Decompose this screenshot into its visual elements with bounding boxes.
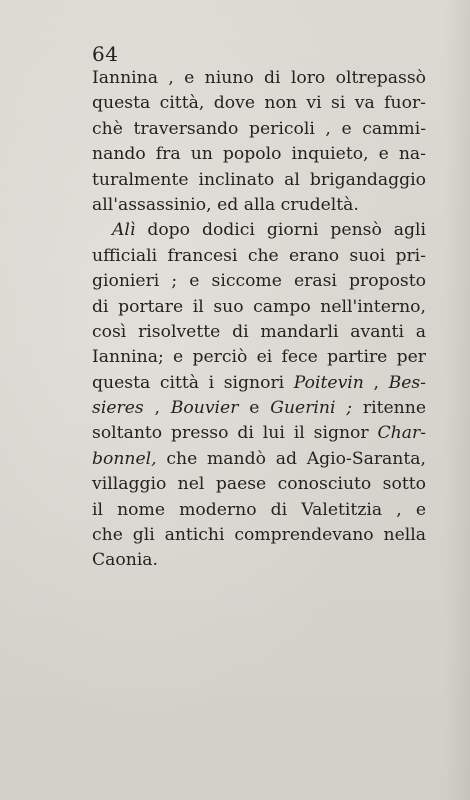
text-line	[92, 218, 426, 243]
text-run: il nome moderno di Valetitzia , e	[92, 499, 426, 520]
text-line	[92, 345, 426, 370]
text-run: Iannina; e perciò ei fece partire per	[92, 347, 426, 368]
italic-text-run: Alì	[112, 220, 136, 241]
text-run: soltanto presso di lui il signor	[92, 423, 378, 444]
text-run: gionieri ; e siccome erasi proposto	[92, 271, 426, 292]
text-run: chè traversando pericoli , e cammi-	[92, 118, 426, 139]
text-run: ritenne	[352, 398, 426, 419]
text-run: nando fra un popolo inquieto, e na-	[92, 144, 426, 165]
text-line	[92, 371, 426, 396]
text-line	[92, 421, 426, 446]
text-run: questa città, dove non vi si va fuor-	[92, 93, 426, 114]
italic-text-run: bonnel,	[92, 448, 157, 469]
text-run: all'assassinio, ed alla crudeltà.	[92, 194, 359, 215]
text-run: villaggio nel paese conosciuto sotto	[92, 474, 426, 495]
text-line	[92, 472, 426, 497]
text-run: che gli antichi comprendevano nella	[92, 525, 426, 546]
text-run: ,	[363, 372, 389, 393]
text-line	[92, 193, 426, 218]
text-line	[92, 117, 426, 142]
text-line	[92, 548, 426, 573]
text-line	[92, 269, 426, 294]
text-line	[92, 244, 426, 269]
text-line	[92, 168, 426, 193]
text-run: dopo dodici giorni pensò agli	[135, 220, 426, 241]
italic-text-run: Bouvier	[170, 398, 239, 419]
text-run: turalmente inclinato al brigandaggio	[92, 169, 426, 190]
text-line	[92, 295, 426, 320]
page-edge-shadow	[444, 0, 470, 800]
italic-text-run: Bes-	[388, 372, 426, 393]
text-run: Caonia.	[92, 550, 159, 571]
text-line	[92, 66, 426, 91]
italic-text-run: Guerini ;	[270, 398, 353, 419]
italic-text-run: sieres	[92, 398, 144, 419]
page-number: 64	[92, 42, 119, 66]
text-run: di portare il suo campo nell'interno,	[92, 296, 426, 317]
text-run: e	[238, 398, 271, 419]
text-line	[92, 396, 426, 421]
body-text	[92, 66, 426, 574]
text-line	[92, 91, 426, 116]
text-run: ,	[143, 398, 171, 419]
italic-text-run: Char-	[377, 423, 426, 444]
italic-text-run: Poitevin	[293, 372, 364, 393]
text-run: Iannina , e niuno di loro oltrepassò	[92, 68, 426, 88]
text-line	[92, 320, 426, 345]
text-run: questa città i signori	[92, 372, 294, 393]
text-run: così risolvette di mandarli avanti a	[92, 321, 426, 342]
text-run: che mandò ad Agio-Saranta,	[156, 448, 426, 469]
text-line	[92, 523, 426, 548]
text-line	[92, 498, 426, 523]
text-line	[92, 142, 426, 167]
text-run: ufficiali francesi che erano suoi pri-	[92, 245, 426, 266]
text-line	[92, 447, 426, 472]
